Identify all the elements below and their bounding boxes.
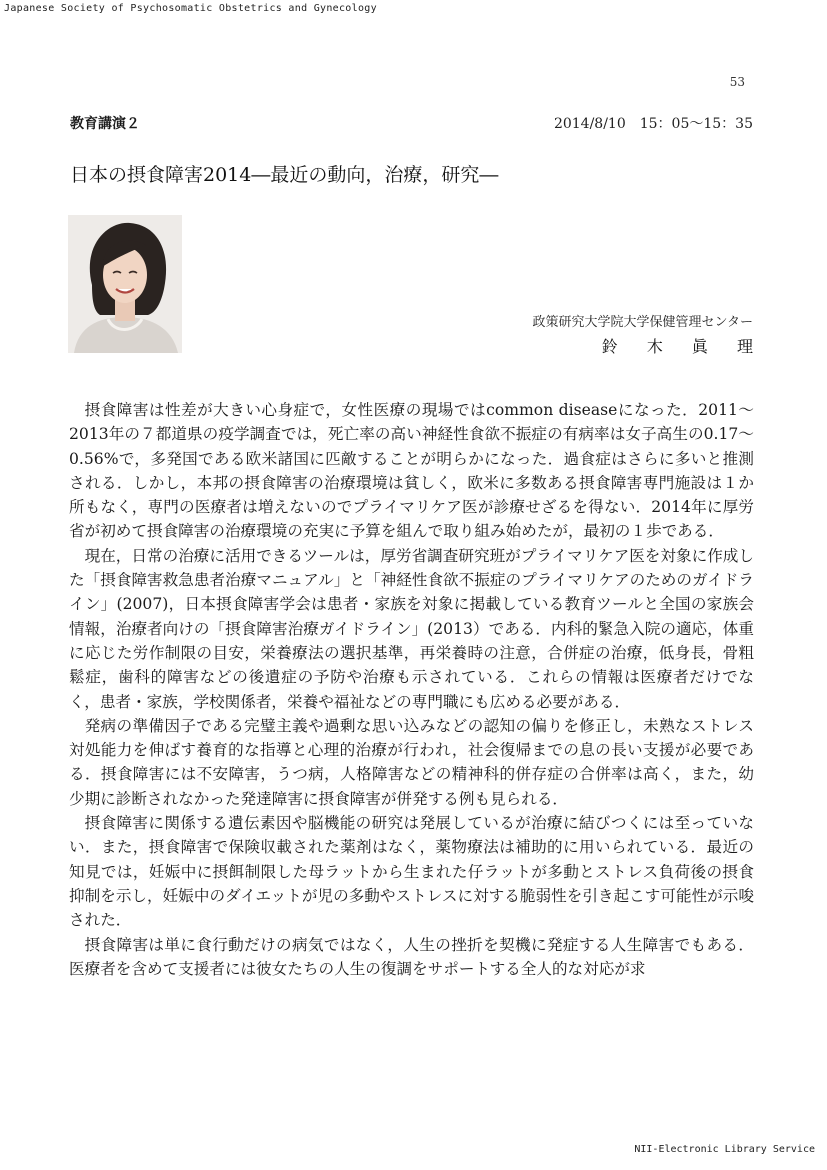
footer-service: NII-Electronic Library Service [634,1144,815,1155]
paragraph-4: 摂食障害に関係する遺伝素因や脳機能の研究は発展しているが治療に結びつくには至っていない．また，摂食障害で保険収載された薬剤はなく，薬物療法は補助的に用いられている．最近の知見では，妊娠中に摂餌制限した母ラットから生まれた仔ラットが多動とストレス負荷後の摂食抑制を示し，妊娠中のダイエットが児の多動やストレスに対する脆弱性を引き起こす可能性が示唆された． [69,814,754,930]
session-datetime: 2014/8/10 15：05〜15：35 [553,116,753,132]
paragraph-2: 現在，日常の治療に活用できるツールは，厚労省調査研究班がプライマリケア医を対象に作成した「摂食障害救急患者治療マニュアル」と「神経性食欲不振症のプライマリケアのためのガイドライン」(2007)，日本摂食障害学会は患者・家族を対象に掲載している教育ツールと全国の家族会情報，治療者向けの「摂食障害治療ガイドライン」(2013）である．内科的緊急入院の適応，体重に応じた労作制限の目安，栄養療法の選択基準，再栄養時の注意，合併症の治療，低身長，骨粗鬆症，歯科的障害などの後遺症の予防や治療も示されている．これらの情報は医療者だけでなく，患者・家族，学校関係者，栄養や福祉などの専門職にも広める必要がある． [69,546,754,711]
article-body [69,398,754,981]
society-header: Japanese Society of Psychosomatic Obstetrics and Gynecology [4,3,377,14]
author-photo [68,215,182,353]
session-label: 教育講演２ [70,116,140,132]
paragraph-3: 発病の準備因子である完璧主義や過剰な思い込みなどの認知の偏りを修正し，未熟なストレス対処能力を伸ばす養育的な指導と心理的治療が行われ，社会復帰までの息の長い支援が必要である．摂食障害には不安障害，うつ病，人格障害などの精神科的併存症の合併率は高く，また，幼少期に診断されなかった発達障害に摂食障害が併発する例も見られる． [69,716,754,808]
author-affiliation: 政策研究大学院大学保健管理センター [532,315,753,330]
article-title: 日本の摂食障害2014―最近の動向，治療，研究― [70,164,499,186]
paragraph-5: 摂食障害は単に食行動だけの病気ではなく，人生の挫折を契機に発症する人生障害でもある．医療者を含めて支援者には彼女たちの人生の復調をサポートする全人的な対応が求 [69,935,754,978]
paragraph-1: 摂食障害は性差が大きい心身症で，女性医療の現場ではcommon diseaseになった．2011〜2013年の７都道県の疫学調査では，死亡率の高い神経性食欲不振症の有病率は女子高生の0.17〜0.56%で，多発国である欧米諸国に匹敵することが明らかになった．過食症はさらに多いと推測される．しかし，本邦の摂食障害の治療環境は貧しく，欧米に多数ある摂食障害専門施設は１か所もなく，専門の医療者は増えないのでプライマリケア医が診療せざるを得ない．2014年に厚労省が初めて摂食障害の治療環境の充実に予算を組んで取り組み始めたが，最初の１歩である． [69,401,754,541]
page-number: 53 [729,75,745,89]
author-name: 鈴 木 眞 理 [601,337,765,356]
